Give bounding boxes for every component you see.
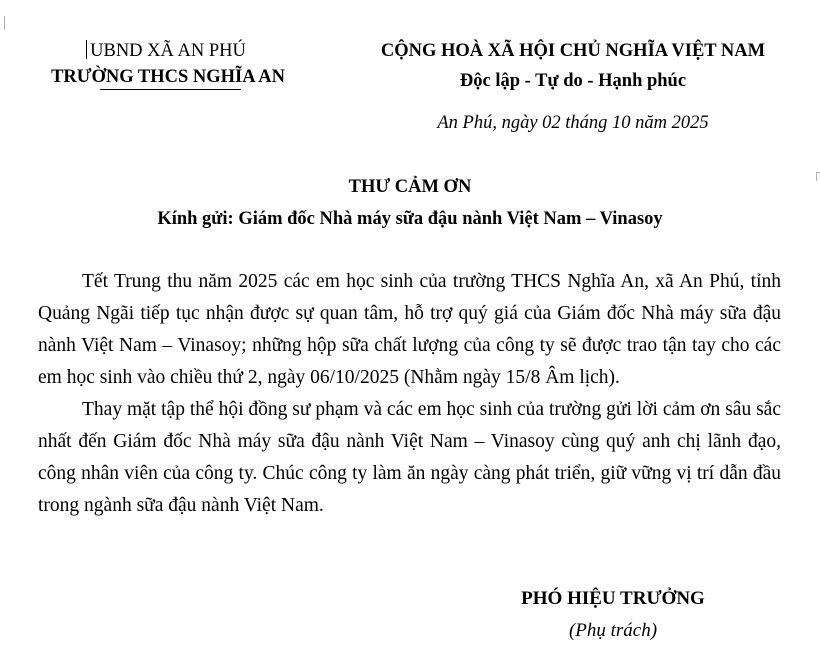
header-left-underline [100, 89, 241, 90]
date-line: An Phú, ngày 02 tháng 10 năm 2025 [437, 113, 709, 133]
header-authority: UBND XÃ AN PHÚ [90, 41, 246, 61]
letter-body [38, 266, 781, 522]
letter-title: THƯ CẢM ƠN [348, 177, 472, 197]
margin-corner-mark-top-left [0, 16, 5, 30]
signature-note: (Phụ trách) [568, 620, 658, 641]
header-national-title: CỘNG HOÀ XÃ HỘI CHỦ NGHĨA VIỆT NAM [380, 41, 766, 61]
header-left-block [36, 38, 300, 90]
body-paragraph: Thay mặt tập thể hội đồng sư phạm và các em học sinh của trường gửi lời cảm ơn sâu sắc nhất đến Giám đốc Nhà máy sữa đậu nành Việt Nam – Vinasoy cùng quý anh chị lãnh đạo, công nhân viên của công ty. Chúc công ty làm ăn ngày càng phát triển, giữ vững vị trí dẫn đầu trong ngành sữa đậu nành Việt Nam. [38, 399, 781, 516]
header-motto: Độc lập - Tự do - Hạnh phúc [459, 71, 687, 91]
header-right-block [350, 36, 796, 96]
signature-position: PHÓ HIỆU TRƯỞNG [521, 588, 705, 609]
body-paragraph: Tết Trung thu năm 2025 các em học sinh của trường THCS Nghĩa An, xã An Phú, tỉnh Quảng Ngãi tiếp tục nhận được sự quan tâm, hỗ trợ quý giá của Giám đốc Nhà máy sữa đậu nành Việt Nam – Vinasoy; những hộp sữa chất lượng của công ty sẽ được trao tận tay cho các em học sinh vào chiều thứ 2, ngày 06/10/2025 (Nhằm ngày 15/8 Âm lịch). [38, 271, 781, 388]
letter-recipient: Kính gửi: Giám đốc Nhà máy sữa đậu nành Việt Nam – Vinasoy [157, 209, 663, 229]
header-school-name: TRƯỜNG THCS NGHĨA AN [51, 67, 285, 87]
